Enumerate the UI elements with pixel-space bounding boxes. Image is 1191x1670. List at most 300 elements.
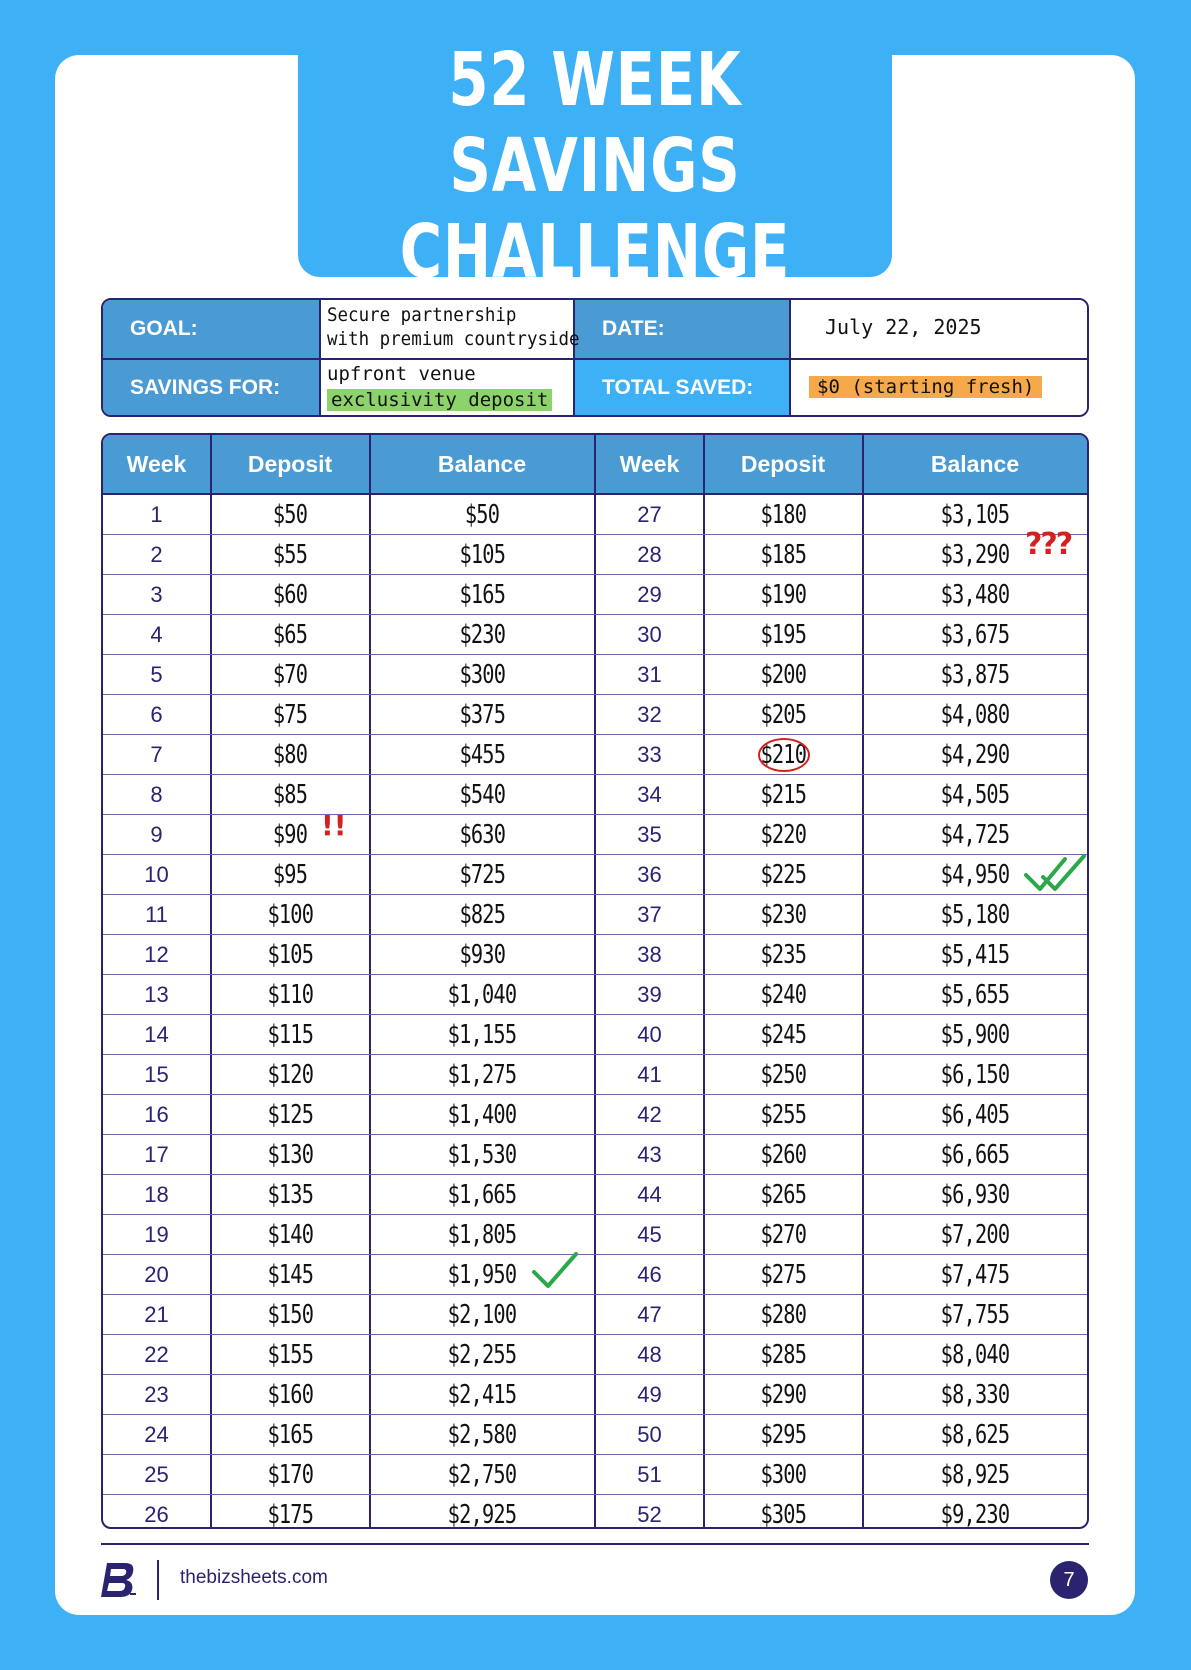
table-cell-deposit[interactable] xyxy=(211,575,369,615)
table-cell-balance[interactable] xyxy=(370,1055,594,1095)
deposit-value: $130 xyxy=(267,1140,313,1170)
table-cell-week[interactable] xyxy=(103,695,210,735)
goal-value[interactable]: Secure partnership with premium countryside xyxy=(319,300,575,358)
week-value: 23 xyxy=(144,1382,169,1407)
deposit-value: $255 xyxy=(760,1100,806,1130)
table-cell-deposit[interactable] xyxy=(704,575,862,615)
header-balance-2: Balance xyxy=(930,450,1020,477)
table-cell-deposit[interactable] xyxy=(704,1095,862,1135)
balance-value: $1,950 xyxy=(447,1260,517,1290)
balance-value: $5,655 xyxy=(940,980,1010,1010)
goal-label: GOAL: xyxy=(103,300,319,358)
table-cell-balance[interactable] xyxy=(863,1095,1087,1135)
deposit-value: $205 xyxy=(760,700,806,730)
week-value: 46 xyxy=(637,1262,662,1287)
table-cell-balance[interactable] xyxy=(370,535,594,575)
footer-separator xyxy=(157,1560,159,1600)
week-value: 36 xyxy=(637,862,662,887)
table-cell-balance[interactable] xyxy=(863,1375,1087,1415)
balance-value: $4,725 xyxy=(940,820,1010,850)
table-cell-week[interactable] xyxy=(596,1215,703,1255)
week-value: 6 xyxy=(150,702,163,727)
table-cell-week[interactable] xyxy=(103,1135,210,1175)
highlighted-text: exclusivity deposit xyxy=(327,389,552,411)
table-cell-week[interactable] xyxy=(596,495,703,535)
table-cell-week[interactable] xyxy=(103,735,210,775)
table-cell-deposit[interactable] xyxy=(704,535,862,575)
deposit-value: $260 xyxy=(760,1140,806,1170)
deposit-value: $285 xyxy=(760,1340,806,1370)
balance-value: $165 xyxy=(459,580,505,610)
table-cell-balance[interactable] xyxy=(863,1495,1087,1529)
table-cell-balance[interactable] xyxy=(370,615,594,655)
week-value: 20 xyxy=(144,1262,169,1287)
table-cell-balance[interactable] xyxy=(370,1415,594,1455)
table-cell-balance[interactable] xyxy=(370,775,594,815)
table-cell-balance[interactable] xyxy=(370,1135,594,1175)
table-cell-deposit[interactable] xyxy=(211,695,369,735)
table-cell-balance[interactable] xyxy=(370,1375,594,1415)
deposit-value: $100 xyxy=(267,900,313,930)
deposit-value: $175 xyxy=(267,1500,313,1529)
week-value: 1 xyxy=(150,502,163,527)
deposit-value: $170 xyxy=(267,1460,313,1490)
balance-value: $1,400 xyxy=(447,1100,517,1130)
table-cell-week[interactable] xyxy=(103,775,210,815)
week-value: 10 xyxy=(144,862,169,887)
table-cell-week[interactable] xyxy=(103,1055,210,1095)
week-value: 44 xyxy=(637,1182,662,1207)
table-cell-balance[interactable] xyxy=(863,1175,1087,1215)
table-cell-balance[interactable] xyxy=(370,1455,594,1495)
deposit-value: $225 xyxy=(760,860,806,890)
week-value: 14 xyxy=(144,1022,169,1047)
table-cell-week[interactable] xyxy=(103,895,210,935)
table-cell-deposit[interactable] xyxy=(704,1135,862,1175)
table-cell-balance[interactable] xyxy=(370,815,594,855)
table-cell-week[interactable] xyxy=(596,695,703,735)
deposit-value: $290 xyxy=(760,1380,806,1410)
table-cell-deposit[interactable] xyxy=(211,855,369,895)
balance-value: $3,675 xyxy=(940,620,1010,650)
balance-value: $1,275 xyxy=(447,1060,517,1090)
footer-divider xyxy=(101,1543,1089,1545)
table-cell-deposit[interactable] xyxy=(211,735,369,775)
total-saved-value[interactable] xyxy=(789,360,1087,415)
week-value: 16 xyxy=(144,1102,169,1127)
table-cell-deposit[interactable] xyxy=(704,655,862,695)
table-cell-deposit[interactable] xyxy=(211,1495,369,1529)
week-value: 4 xyxy=(150,622,163,647)
week-value: 40 xyxy=(637,1022,662,1047)
deposit-value: $95 xyxy=(272,860,308,890)
table-cell-week[interactable] xyxy=(596,1175,703,1215)
highlighted-total: $0 (starting fresh) xyxy=(809,376,1042,398)
deposit-value: $265 xyxy=(760,1180,806,1210)
table-cell-week[interactable] xyxy=(103,535,210,575)
deposit-value: $215 xyxy=(760,780,806,810)
balance-value: $1,530 xyxy=(447,1140,517,1170)
balance-value: $2,255 xyxy=(447,1340,517,1370)
table-cell-balance[interactable] xyxy=(370,1335,594,1375)
deposit-value: $75 xyxy=(272,700,308,730)
balance-value: $3,290 xyxy=(940,540,1010,570)
circle-annotation xyxy=(758,738,810,772)
table-cell-deposit[interactable] xyxy=(704,775,862,815)
table-cell-balance[interactable] xyxy=(863,975,1087,1015)
balance-value: $50 xyxy=(464,500,500,530)
table-cell-balance[interactable] xyxy=(370,655,594,695)
header-deposit-1: Deposit xyxy=(247,450,333,477)
table-cell-deposit[interactable] xyxy=(211,1015,369,1055)
week-value: 45 xyxy=(637,1222,662,1247)
table-cell-week[interactable] xyxy=(103,815,210,855)
week-value: 52 xyxy=(637,1502,662,1527)
table-cell-balance[interactable] xyxy=(370,855,594,895)
balance-value: $9,230 xyxy=(940,1500,1010,1529)
balance-value: $8,925 xyxy=(940,1460,1010,1490)
week-value: 41 xyxy=(637,1062,662,1087)
table-cell-week[interactable] xyxy=(596,775,703,815)
exclamation-mark: !! xyxy=(321,809,347,842)
table-cell-balance[interactable] xyxy=(863,935,1087,975)
deposit-value: $50 xyxy=(272,500,308,530)
table-cell-balance[interactable] xyxy=(863,1055,1087,1095)
table-cell-balance[interactable] xyxy=(370,975,594,1015)
info-row-goal xyxy=(103,300,1087,358)
table-cell-week[interactable] xyxy=(103,855,210,895)
table-cell-balance[interactable] xyxy=(863,695,1087,735)
table-cell-balance[interactable] xyxy=(370,935,594,975)
table-cell-balance[interactable] xyxy=(370,735,594,775)
table-cell-deposit[interactable] xyxy=(704,935,862,975)
table-cell-deposit[interactable] xyxy=(704,1215,862,1255)
info-table xyxy=(101,298,1089,417)
table-cell-balance[interactable] xyxy=(370,1175,594,1215)
table-cell-balance[interactable] xyxy=(370,1495,594,1529)
deposit-value: $120 xyxy=(267,1060,313,1090)
table-cell-deposit[interactable] xyxy=(211,1255,369,1295)
table-cell-week[interactable] xyxy=(103,935,210,975)
table-cell-week[interactable] xyxy=(103,1255,210,1295)
balance-value: $930 xyxy=(459,940,505,970)
check-icon xyxy=(531,1250,579,1292)
table-cell-deposit[interactable] xyxy=(211,1055,369,1095)
table-cell-week[interactable] xyxy=(103,495,210,535)
table-cell-balance[interactable] xyxy=(370,1095,594,1135)
table-cell-week[interactable] xyxy=(596,935,703,975)
week-value: 12 xyxy=(144,942,169,967)
table-cell-week[interactable] xyxy=(103,1415,210,1455)
balance-value: $4,290 xyxy=(940,740,1010,770)
table-cell-week[interactable] xyxy=(103,615,210,655)
table-cell-balance[interactable] xyxy=(863,1335,1087,1375)
table-cell-deposit[interactable] xyxy=(704,1255,862,1295)
table-cell-week[interactable] xyxy=(596,815,703,855)
table-cell-week[interactable] xyxy=(103,975,210,1015)
deposit-value: $240 xyxy=(760,980,806,1010)
table-cell-week[interactable] xyxy=(103,1375,210,1415)
week-value: 17 xyxy=(144,1142,169,1167)
table-cell-week[interactable] xyxy=(103,1175,210,1215)
week-value: 9 xyxy=(150,822,163,847)
table-cell-deposit[interactable] xyxy=(704,615,862,655)
deposit-value: $220 xyxy=(760,820,806,850)
balance-value: $7,200 xyxy=(940,1220,1010,1250)
savings-for-label: SAVINGS FOR: xyxy=(103,360,319,415)
deposit-value: $85 xyxy=(272,780,308,810)
balance-value: $455 xyxy=(459,740,505,770)
balance-value: $375 xyxy=(459,700,505,730)
week-value: 37 xyxy=(637,902,662,927)
table-cell-balance[interactable] xyxy=(370,895,594,935)
table-cell-deposit[interactable] xyxy=(211,1095,369,1135)
table-cell-week[interactable] xyxy=(103,575,210,615)
table-cell-deposit[interactable] xyxy=(704,695,862,735)
table-cell-deposit[interactable] xyxy=(704,1455,862,1495)
balance-value: $3,105 xyxy=(940,500,1010,530)
table-cell-week[interactable] xyxy=(596,1495,703,1529)
deposit-value: $145 xyxy=(267,1260,313,1290)
table-cell-balance[interactable] xyxy=(863,655,1087,695)
week-value: 18 xyxy=(144,1182,169,1207)
header-week-2: Week xyxy=(619,450,680,477)
table-cell-week[interactable] xyxy=(596,735,703,775)
table-cell-deposit[interactable] xyxy=(704,815,862,855)
table-cell-deposit[interactable] xyxy=(211,615,369,655)
week-value: 27 xyxy=(637,502,662,527)
table-cell-week[interactable] xyxy=(103,1095,210,1135)
table-cell-week[interactable] xyxy=(596,1055,703,1095)
week-value: 38 xyxy=(637,942,662,967)
table-cell-deposit[interactable] xyxy=(704,975,862,1015)
table-cell-deposit[interactable] xyxy=(211,1335,369,1375)
table-cell-deposit[interactable] xyxy=(211,895,369,935)
week-value: 34 xyxy=(637,782,662,807)
table-cell-week[interactable] xyxy=(596,1135,703,1175)
table-cell-balance[interactable] xyxy=(863,575,1087,615)
table-cell-balance[interactable] xyxy=(863,815,1087,855)
table-cell-balance[interactable] xyxy=(370,695,594,735)
deposit-value: $160 xyxy=(267,1380,313,1410)
balance-value: $6,665 xyxy=(940,1140,1010,1170)
week-value: 25 xyxy=(144,1462,169,1487)
balance-value: $4,950 xyxy=(940,860,1010,890)
deposit-value: $155 xyxy=(267,1340,313,1370)
deposit-value: $105 xyxy=(267,940,313,970)
deposit-value: $125 xyxy=(267,1100,313,1130)
table-cell-week[interactable] xyxy=(103,1295,210,1335)
week-value: 30 xyxy=(637,622,662,647)
week-value: 47 xyxy=(637,1302,662,1327)
week-value: 31 xyxy=(637,662,662,687)
balance-value: $2,925 xyxy=(447,1500,517,1529)
balance-value: $4,080 xyxy=(940,700,1010,730)
table-cell-balance[interactable] xyxy=(370,575,594,615)
balance-value: $540 xyxy=(459,780,505,810)
table-cell-deposit[interactable] xyxy=(704,1375,862,1415)
header-deposit-2: Deposit xyxy=(740,450,826,477)
table-cell-week[interactable] xyxy=(596,1335,703,1375)
deposit-value: $90 xyxy=(272,820,308,850)
table-cell-balance[interactable] xyxy=(863,1135,1087,1175)
table-cell-deposit[interactable] xyxy=(211,655,369,695)
table-cell-deposit[interactable] xyxy=(211,1415,369,1455)
table-cell-balance[interactable] xyxy=(863,1215,1087,1255)
balance-value: $8,625 xyxy=(940,1420,1010,1450)
table-cell-week[interactable] xyxy=(596,1375,703,1415)
table-cell-deposit[interactable] xyxy=(211,975,369,1015)
table-cell-deposit[interactable] xyxy=(704,1335,862,1375)
savings-for-value[interactable]: upfront venue exclusivity deposit xyxy=(319,360,575,415)
page-title: 52 WEEK SAVINGS CHALLENGE xyxy=(399,37,791,295)
table-cell-week[interactable] xyxy=(103,1015,210,1055)
table-cell-deposit[interactable] xyxy=(704,1495,862,1529)
info-row-savings xyxy=(103,358,1087,415)
deposit-value: $115 xyxy=(267,1020,313,1050)
deposit-value: $305 xyxy=(760,1500,806,1529)
website-link[interactable]: thebizsheets.com xyxy=(180,1567,328,1588)
table-cell-deposit[interactable] xyxy=(211,1135,369,1175)
week-value: 19 xyxy=(144,1222,169,1247)
table-cell-balance[interactable] xyxy=(370,1215,594,1255)
deposit-value: $270 xyxy=(760,1220,806,1250)
table-cell-deposit[interactable] xyxy=(211,495,369,535)
deposit-value: $275 xyxy=(760,1260,806,1290)
balance-value: $725 xyxy=(459,860,505,890)
table-cell-deposit[interactable] xyxy=(704,1175,862,1215)
deposit-value: $55 xyxy=(272,540,308,570)
table-cell-week[interactable] xyxy=(596,895,703,935)
table-cell-deposit[interactable] xyxy=(704,1055,862,1095)
table-cell-week[interactable] xyxy=(596,1015,703,1055)
header-balance-1: Balance xyxy=(437,450,527,477)
table-cell-week[interactable] xyxy=(596,975,703,1015)
balance-value: $1,805 xyxy=(447,1220,517,1250)
table-cell-week[interactable] xyxy=(596,1415,703,1455)
balance-value: $7,755 xyxy=(940,1300,1010,1330)
deposit-value: $135 xyxy=(267,1180,313,1210)
date-value[interactable]: July 22, 2025 xyxy=(789,300,1087,358)
week-value: 22 xyxy=(144,1342,169,1367)
week-value: 43 xyxy=(637,1142,662,1167)
table-cell-week[interactable] xyxy=(596,535,703,575)
deposit-value: $280 xyxy=(760,1300,806,1330)
week-value: 48 xyxy=(637,1342,662,1367)
deposit-value: $210 xyxy=(760,740,806,770)
balance-value: $3,875 xyxy=(940,660,1010,690)
table-cell-week[interactable] xyxy=(596,575,703,615)
table-cell-week[interactable] xyxy=(103,1215,210,1255)
table-cell-deposit[interactable] xyxy=(704,1415,862,1455)
deposit-value: $195 xyxy=(760,620,806,650)
table-cell-deposit[interactable] xyxy=(704,1295,862,1335)
table-cell-deposit[interactable] xyxy=(704,495,862,535)
table-cell-deposit[interactable] xyxy=(211,535,369,575)
table-cell-balance[interactable] xyxy=(863,1455,1087,1495)
table-cell-balance[interactable] xyxy=(863,735,1087,775)
balance-value: $7,475 xyxy=(940,1260,1010,1290)
balance-value: $8,040 xyxy=(940,1340,1010,1370)
balance-value: $2,415 xyxy=(447,1380,517,1410)
deposit-value: $235 xyxy=(760,940,806,970)
deposit-value: $180 xyxy=(760,500,806,530)
table-cell-balance[interactable] xyxy=(863,615,1087,655)
table-cell-week[interactable] xyxy=(596,655,703,695)
table-cell-deposit[interactable] xyxy=(211,1295,369,1335)
balance-value: $4,505 xyxy=(940,780,1010,810)
table-cell-week[interactable] xyxy=(103,655,210,695)
deposit-value: $70 xyxy=(272,660,308,690)
table-cell-deposit[interactable] xyxy=(704,1015,862,1055)
balance-value: $1,155 xyxy=(447,1020,517,1050)
table-cell-week[interactable] xyxy=(103,1495,210,1529)
week-value: 33 xyxy=(637,742,662,767)
week-value: 32 xyxy=(637,702,662,727)
table-cell-week[interactable] xyxy=(596,1255,703,1295)
table-cell-week[interactable] xyxy=(596,1295,703,1335)
balance-value: $825 xyxy=(459,900,505,930)
balance-value: $5,415 xyxy=(940,940,1010,970)
deposit-value: $295 xyxy=(760,1420,806,1450)
balance-value: $105 xyxy=(459,540,505,570)
balance-value: $2,580 xyxy=(447,1420,517,1450)
table-cell-deposit[interactable] xyxy=(211,1215,369,1255)
week-value: 2 xyxy=(150,542,163,567)
balance-value: $5,900 xyxy=(940,1020,1010,1050)
header-week-1: Week xyxy=(126,450,187,477)
table-cell-deposit[interactable] xyxy=(704,895,862,935)
table-cell-deposit[interactable] xyxy=(211,1455,369,1495)
table-cell-week[interactable] xyxy=(103,1455,210,1495)
deposit-value: $300 xyxy=(760,1460,806,1490)
bizsheets-logo-icon[interactable] xyxy=(101,1561,137,1599)
table-cell-week[interactable] xyxy=(596,1095,703,1135)
table-cell-deposit[interactable] xyxy=(211,935,369,975)
table-cell-week[interactable] xyxy=(596,615,703,655)
deposit-value: $190 xyxy=(760,580,806,610)
table-cell-balance[interactable] xyxy=(863,775,1087,815)
table-cell-week[interactable] xyxy=(103,1335,210,1375)
table-cell-week[interactable] xyxy=(596,1455,703,1495)
week-value: 3 xyxy=(150,582,163,607)
table-cell-balance[interactable] xyxy=(863,1295,1087,1335)
table-cell-balance[interactable] xyxy=(370,1295,594,1335)
table-cell-balance[interactable] xyxy=(863,1015,1087,1055)
table-cell-balance[interactable] xyxy=(370,495,594,535)
table-cell-week[interactable] xyxy=(596,855,703,895)
deposit-value: $140 xyxy=(267,1220,313,1250)
table-cell-balance[interactable] xyxy=(863,1415,1087,1455)
deposit-value: $80 xyxy=(272,740,308,770)
question-marks: ??? xyxy=(1025,527,1072,562)
savings-table xyxy=(101,433,1089,1529)
balance-value: $2,100 xyxy=(447,1300,517,1330)
table-cell-deposit[interactable] xyxy=(211,1375,369,1415)
table-cell-balance[interactable] xyxy=(863,895,1087,935)
week-value: 51 xyxy=(637,1462,662,1487)
deposit-value: $230 xyxy=(760,900,806,930)
table-cell-balance[interactable] xyxy=(370,1015,594,1055)
balance-value: $1,040 xyxy=(447,980,517,1010)
week-value: 24 xyxy=(144,1422,169,1447)
deposit-value: $245 xyxy=(760,1020,806,1050)
table-cell-deposit[interactable] xyxy=(704,855,862,895)
table-cell-deposit[interactable] xyxy=(211,1175,369,1215)
deposit-value: $185 xyxy=(760,540,806,570)
balance-value: $630 xyxy=(459,820,505,850)
table-cell-balance[interactable] xyxy=(863,1255,1087,1295)
